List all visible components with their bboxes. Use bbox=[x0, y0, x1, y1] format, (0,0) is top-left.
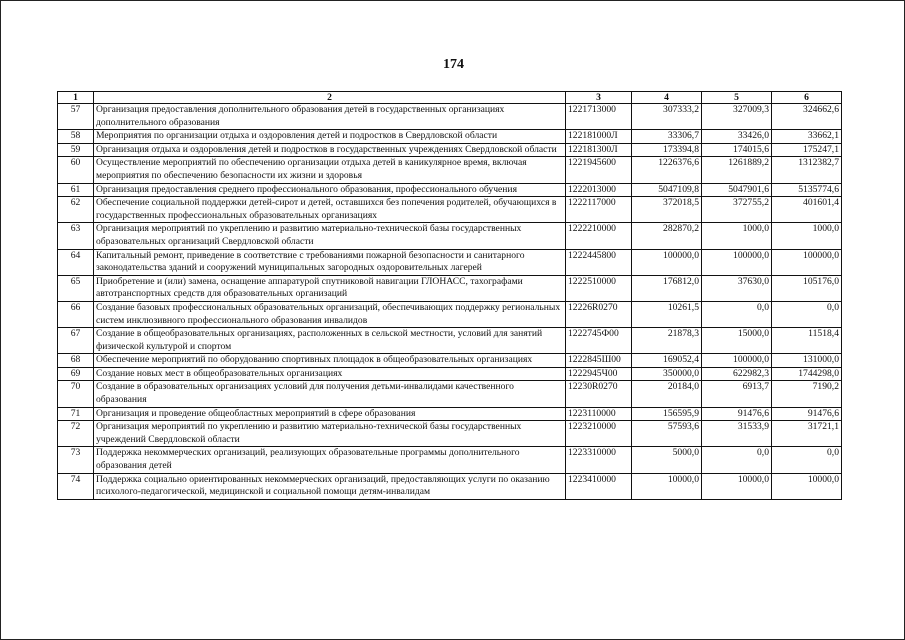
row-value-col5: 10000,0 bbox=[702, 473, 772, 499]
row-name: Организация мероприятий по укреплению и развитию материально-технической базы государственных учреждений Свердловской области bbox=[94, 421, 566, 447]
row-value-col4: 307333,2 bbox=[632, 104, 702, 130]
row-name: Поддержка некоммерческих организаций, реализующих образовательные программы дополнительного образования детей bbox=[94, 447, 566, 473]
row-name: Осуществление мероприятий по обеспечению организации отдыха детей в каникулярное время, включая мероприятия по обеспечению безопасности их жизни и здоровья bbox=[94, 157, 566, 183]
row-value-col6: 0,0 bbox=[772, 447, 842, 473]
row-code: 122181300Л bbox=[566, 143, 632, 157]
row-number: 61 bbox=[58, 183, 94, 197]
column-header: 3 bbox=[566, 92, 632, 104]
row-code: 1223210000 bbox=[566, 421, 632, 447]
row-value-col6: 11518,4 bbox=[772, 328, 842, 354]
row-value-col4: 10000,0 bbox=[632, 473, 702, 499]
row-code: 1222510000 bbox=[566, 275, 632, 301]
row-value-col5: 174015,6 bbox=[702, 143, 772, 157]
row-code: 122181000Л bbox=[566, 130, 632, 144]
row-code: 12230R0270 bbox=[566, 381, 632, 407]
row-name: Организация предоставления среднего профессионального образования, профессионального обучения bbox=[94, 183, 566, 197]
row-number: 70 bbox=[58, 381, 94, 407]
row-value-col6: 31721,1 bbox=[772, 421, 842, 447]
row-name: Создание базовых профессиональных образовательных организаций, обеспечивающих поддержку региональных систем инклюзивного профессионального образования инвалидов bbox=[94, 301, 566, 327]
row-value-col4: 1226376,6 bbox=[632, 157, 702, 183]
row-value-col4: 156595,9 bbox=[632, 407, 702, 421]
row-value-col5: 1261889,2 bbox=[702, 157, 772, 183]
row-name: Приобретение и (или) замена, оснащение аппаратурой спутниковой навигации ГЛОНАСС, тахографами автотранспортных средств для образовательных организаций bbox=[94, 275, 566, 301]
row-number: 62 bbox=[58, 197, 94, 223]
table-row bbox=[58, 143, 842, 157]
table-row bbox=[58, 223, 842, 249]
table-row bbox=[58, 104, 842, 130]
table-row bbox=[58, 183, 842, 197]
row-value-col4: 5000,0 bbox=[632, 447, 702, 473]
table-row bbox=[58, 407, 842, 421]
row-value-col4: 21878,3 bbox=[632, 328, 702, 354]
row-value-col6: 1312382,7 bbox=[772, 157, 842, 183]
row-number: 67 bbox=[58, 328, 94, 354]
row-value-col5: 100000,0 bbox=[702, 354, 772, 368]
table-row bbox=[58, 473, 842, 499]
page-number: 174 bbox=[443, 57, 464, 72]
row-value-col5: 31533,9 bbox=[702, 421, 772, 447]
row-code: 1223110000 bbox=[566, 407, 632, 421]
row-value-col5: 6913,7 bbox=[702, 381, 772, 407]
row-value-col5: 327009,3 bbox=[702, 104, 772, 130]
row-code: 1222210000 bbox=[566, 223, 632, 249]
row-name: Создание в образовательных организациях условий для получения детьми-инвалидами качественного образования bbox=[94, 381, 566, 407]
row-name: Обеспечение социальной поддержки детей-сирот и детей, оставшихся без попечения родителей, обучающихся в государственных профессиональных образовательных организациях bbox=[94, 197, 566, 223]
row-number: 72 bbox=[58, 421, 94, 447]
row-code: 1223310000 bbox=[566, 447, 632, 473]
row-number: 60 bbox=[58, 157, 94, 183]
row-value-col5: 372755,2 bbox=[702, 197, 772, 223]
row-value-col6: 131000,0 bbox=[772, 354, 842, 368]
row-code: 1221945600 bbox=[566, 157, 632, 183]
row-value-col4: 10261,5 bbox=[632, 301, 702, 327]
row-value-col4: 350000,0 bbox=[632, 367, 702, 381]
table-row bbox=[58, 275, 842, 301]
row-code: 1222945Ч00 bbox=[566, 367, 632, 381]
table-row bbox=[58, 301, 842, 327]
row-number: 63 bbox=[58, 223, 94, 249]
row-value-col6: 1744298,0 bbox=[772, 367, 842, 381]
table-row bbox=[58, 447, 842, 473]
row-value-col6: 10000,0 bbox=[772, 473, 842, 499]
column-header: 4 bbox=[632, 92, 702, 104]
row-value-col5: 91476,6 bbox=[702, 407, 772, 421]
table-row bbox=[58, 328, 842, 354]
row-value-col4: 169052,4 bbox=[632, 354, 702, 368]
row-number: 69 bbox=[58, 367, 94, 381]
row-value-col5: 15000,0 bbox=[702, 328, 772, 354]
row-number: 64 bbox=[58, 249, 94, 275]
row-name: Организация и проведение общеобластных мероприятий в сфере образования bbox=[94, 407, 566, 421]
row-value-col4: 57593,6 bbox=[632, 421, 702, 447]
row-number: 59 bbox=[58, 143, 94, 157]
table-row bbox=[58, 421, 842, 447]
column-header: 1 bbox=[58, 92, 94, 104]
row-name: Создание в общеобразовательных организациях, расположенных в сельской местности, условий для занятий физической культурой и спортом bbox=[94, 328, 566, 354]
row-number: 66 bbox=[58, 301, 94, 327]
row-value-col4: 100000,0 bbox=[632, 249, 702, 275]
row-code: 1222013000 bbox=[566, 183, 632, 197]
row-number: 73 bbox=[58, 447, 94, 473]
table-row bbox=[58, 157, 842, 183]
row-name: Поддержка социально ориентированных некоммерческих организаций, предоставляющих услуги по оказанию психолого-педагогической, медицинской и социальной помощи детям-инвалидам bbox=[94, 473, 566, 499]
row-number: 57 bbox=[58, 104, 94, 130]
row-value-col6: 100000,0 bbox=[772, 249, 842, 275]
row-number: 74 bbox=[58, 473, 94, 499]
table-row bbox=[58, 354, 842, 368]
row-value-col6: 91476,6 bbox=[772, 407, 842, 421]
row-value-col6: 105176,0 bbox=[772, 275, 842, 301]
table-row bbox=[58, 381, 842, 407]
table-row bbox=[58, 367, 842, 381]
row-number: 65 bbox=[58, 275, 94, 301]
row-value-col6: 324662,6 bbox=[772, 104, 842, 130]
row-code: 12226R0270 bbox=[566, 301, 632, 327]
row-value-col6: 5135774,6 bbox=[772, 183, 842, 197]
row-value-col6: 175247,1 bbox=[772, 143, 842, 157]
row-name: Организация предоставления дополнительного образования детей в государственных организациях дополнительного образования bbox=[94, 104, 566, 130]
row-value-col5: 622982,3 bbox=[702, 367, 772, 381]
row-name: Обеспечение мероприятий по оборудованию спортивных площадок в общеобразовательных организациях bbox=[94, 354, 566, 368]
row-value-col5: 33426,0 bbox=[702, 130, 772, 144]
row-code: 1222745Ф00 bbox=[566, 328, 632, 354]
row-value-col5: 5047901,6 bbox=[702, 183, 772, 197]
row-code: 1223410000 bbox=[566, 473, 632, 499]
row-value-col6: 401601,4 bbox=[772, 197, 842, 223]
budget-table bbox=[57, 91, 842, 500]
row-value-col4: 282870,2 bbox=[632, 223, 702, 249]
row-number: 68 bbox=[58, 354, 94, 368]
row-value-col5: 100000,0 bbox=[702, 249, 772, 275]
table-row bbox=[58, 249, 842, 275]
row-number: 58 bbox=[58, 130, 94, 144]
row-value-col6: 0,0 bbox=[772, 301, 842, 327]
row-code: 1222445800 bbox=[566, 249, 632, 275]
table-row bbox=[58, 197, 842, 223]
row-name: Капитальный ремонт, приведение в соответствие с требованиями пожарной безопасности и санитарного законодательства зданий и сооружений муниципальных загородных оздоровительных лагерей bbox=[94, 249, 566, 275]
row-name: Создание новых мест в общеобразовательных организациях bbox=[94, 367, 566, 381]
row-value-col5: 1000,0 bbox=[702, 223, 772, 249]
column-header: 5 bbox=[702, 92, 772, 104]
row-code: 1222117000 bbox=[566, 197, 632, 223]
row-value-col6: 1000,0 bbox=[772, 223, 842, 249]
table-header-row bbox=[58, 92, 842, 104]
row-value-col4: 33306,7 bbox=[632, 130, 702, 144]
row-value-col4: 173394,8 bbox=[632, 143, 702, 157]
row-value-col5: 37630,0 bbox=[702, 275, 772, 301]
row-code: 1222845Ш00 bbox=[566, 354, 632, 368]
row-value-col4: 372018,5 bbox=[632, 197, 702, 223]
row-name: Мероприятия по организации отдыха и оздоровления детей и подростков в Свердловской области bbox=[94, 130, 566, 144]
row-value-col6: 33662,1 bbox=[772, 130, 842, 144]
row-value-col4: 176812,0 bbox=[632, 275, 702, 301]
column-header: 6 bbox=[772, 92, 842, 104]
table-body bbox=[58, 104, 842, 500]
column-header: 2 bbox=[94, 92, 566, 104]
row-name: Организация мероприятий по укреплению и развитию материально-технической базы государственных образовательных организаций Свердловской области bbox=[94, 223, 566, 249]
row-number: 71 bbox=[58, 407, 94, 421]
row-value-col5: 0,0 bbox=[702, 447, 772, 473]
row-name: Организация отдыха и оздоровления детей и подростков в государственных учреждениях Свердловской области bbox=[94, 143, 566, 157]
table-row bbox=[58, 130, 842, 144]
row-value-col6: 7190,2 bbox=[772, 381, 842, 407]
row-code: 1221713000 bbox=[566, 104, 632, 130]
row-value-col5: 0,0 bbox=[702, 301, 772, 327]
row-value-col4: 5047109,8 bbox=[632, 183, 702, 197]
row-value-col4: 20184,0 bbox=[632, 381, 702, 407]
